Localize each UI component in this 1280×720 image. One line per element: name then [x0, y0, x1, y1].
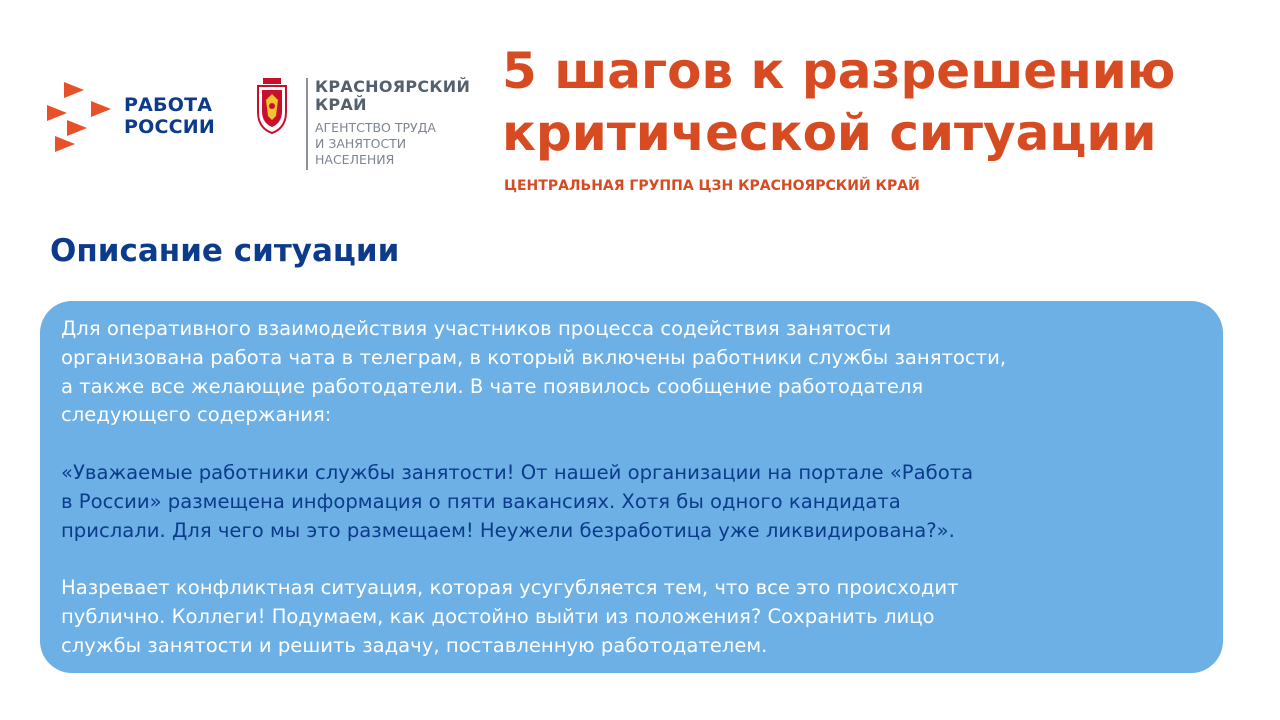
- page-title-line-2: критической ситуации: [502, 104, 1157, 162]
- rabota-rossii-logo: [47, 82, 227, 154]
- kray-name: [315, 78, 470, 114]
- employer-quote: [61, 459, 1211, 545]
- intro-line: Для оперативного взаимодействия участников процесса содействия занятости: [61, 317, 892, 340]
- rabota-logo-line-1: РАБОТА: [124, 94, 213, 116]
- krasnoyarsk-agency-logo: [255, 78, 485, 178]
- situation-description-box: [40, 301, 1223, 673]
- page-subtitle: ЦЕНТРАЛЬНАЯ ГРУППА ЦЗН КРАСНОЯРСКИЙ КРАЙ: [504, 178, 920, 194]
- logo-divider: [306, 78, 308, 170]
- quote-line: прислали. Для чего мы это размещаем! Неужели безработица уже ликвидирована?».: [61, 518, 955, 542]
- agency-name: [315, 120, 436, 168]
- rabota-logo-line-2: РОССИИ: [124, 116, 215, 138]
- agency-name-line-1: АГЕНТСТВО ТРУДА: [315, 120, 436, 135]
- coat-of-arms-icon: [255, 78, 289, 134]
- rabota-rossii-logo-icon: [47, 82, 117, 154]
- intro-line: а также все желающие работодатели. В чате появилось сообщение работодателя: [61, 374, 924, 398]
- conclusion-line: публично. Коллеги! Подумаем, как достойно выйти из положения? Сохранить лицо: [61, 604, 935, 628]
- kray-name-line-1: КРАСНОЯРСКИЙ: [315, 77, 471, 96]
- agency-name-line-2: И ЗАНЯТОСТИ: [315, 136, 407, 151]
- quote-line: «Уважаемые работники службы занятости! От нашей организации на портале «Работа: [61, 461, 974, 484]
- rabota-rossii-logo-text: [124, 94, 215, 138]
- page-title: [502, 40, 1262, 164]
- conclusion-line: Назревает конфликтная ситуация, которая усугубляется тем, что все это происходит: [61, 576, 959, 599]
- section-heading: Описание ситуации: [50, 233, 400, 269]
- intro-line: организована работа чата в телеграм, в который включены работники службы занятости,: [61, 345, 1007, 369]
- kray-name-line-2: КРАЙ: [315, 95, 367, 114]
- conclusion-paragraph: [61, 574, 1211, 660]
- page-title-line-1: 5 шагов к разрешению: [502, 42, 1176, 100]
- quote-line: в России» размещена информация о пяти вакансиях. Хотя бы одного кандидата: [61, 489, 901, 513]
- intro-paragraph: [61, 315, 1211, 430]
- agency-name-line-3: НАСЕЛЕНИЯ: [315, 152, 395, 167]
- intro-line: следующего содержания:: [61, 403, 332, 427]
- conclusion-line: службы занятости и решить задачу, поставленную работодателем.: [61, 633, 768, 657]
